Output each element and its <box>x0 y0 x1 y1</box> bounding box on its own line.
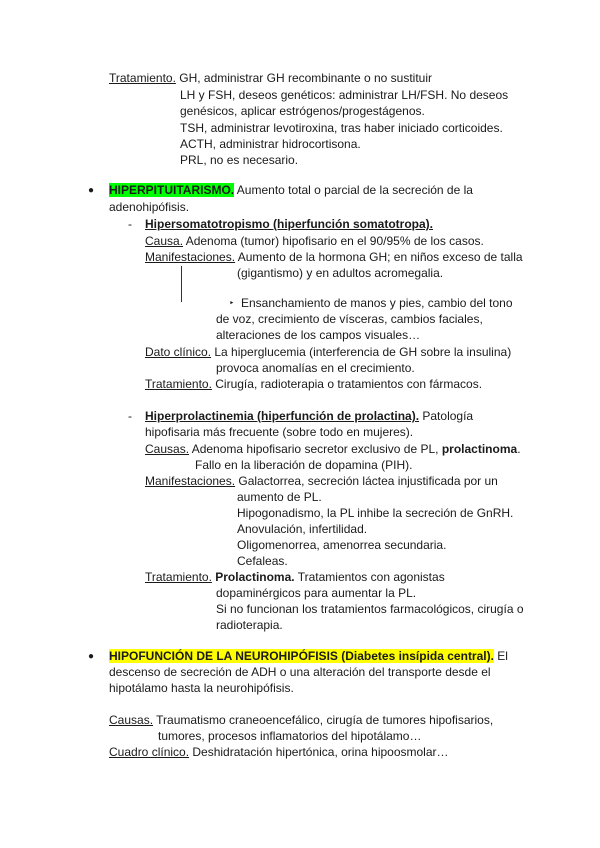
causas-text: Traumatismo craneoencefálico, cirugía de tumores hipofisarios, <box>153 713 494 727</box>
hiperprolac-manif-4: Anovulación, infertilidad. <box>237 522 368 536</box>
hiperprolac-causas <box>145 441 521 457</box>
causas-bold: prolactinoma <box>441 442 518 456</box>
trat-text: Cirugía, radioterapia o tratamientos con fármacos. <box>211 377 483 391</box>
hiperpituitarismo-intro-cont: adenohipófisis. <box>109 200 190 214</box>
tratamiento-line-3: genésicos, aplicar estrógenos/progestágenos. <box>180 104 425 118</box>
tratamiento-line-4: TSH, administrar levotiroxina, tras haber iniciado corticoides. <box>180 121 503 135</box>
trat-bold: Prolactinoma. <box>211 570 295 584</box>
hiperpituitarismo-title: HIPERPITUITARISMO. <box>109 183 235 197</box>
dash-icon: - <box>128 409 132 423</box>
tratamiento-line-6: PRL, no es necesario. <box>180 153 299 167</box>
hipersomato-title: Hipersomatotropismo (hiperfunción somatotropa). <box>145 217 434 231</box>
connector-line <box>181 266 182 302</box>
hiperprolac-manif-5: Oligomenorrea, amenorrea secundaria. <box>237 538 447 552</box>
bullet-icon: ● <box>88 185 95 196</box>
hipersomato-sub-2: de voz, crecimiento de vísceras, cambios faciales, <box>216 312 483 326</box>
hipofuncion-title: HIPOFUNCIÓN DE LA NEUROHIPÓFISIS (Diabetes insípida central). <box>109 649 494 663</box>
trat-text: Tratamientos con agonistas <box>294 570 445 584</box>
hiperprolac-manif-2: aumento de PL. <box>237 490 322 504</box>
hiperprolac-intro-cont: hipofisaria más frecuente (sobre todo en mujeres). <box>145 425 414 439</box>
cuadro-text: Deshidratación hipertónica, orina hipoosmolar… <box>189 745 449 759</box>
hiperprolac-manif-6: Cefaleas. <box>237 554 288 568</box>
bullet-icon: ● <box>88 651 95 662</box>
hiperprolac-trat <box>145 569 445 585</box>
hiperprolac-trat-4: radioterapia. <box>216 618 283 632</box>
hipofuncion-intro: El <box>493 649 508 663</box>
tratamiento-line-1 <box>109 70 432 86</box>
hiperprolac-manif-3: Hipogonadismo, la PL inhibe la secreción de GnRH. <box>237 506 514 520</box>
hipersomato-manif-cont: (gigantismo) y en adultos acromegalia. <box>237 266 444 280</box>
hipofuncion-causas <box>109 712 493 728</box>
hipersomato-trat <box>145 376 482 392</box>
hipersomato-manif <box>145 249 523 265</box>
manif-label: Manifestaciones. <box>145 250 236 264</box>
cuadro-label: Cuadro clínico. <box>109 745 190 759</box>
hiperprolac-causas-cont: Fallo en la liberación de dopamina (PIH). <box>195 458 413 472</box>
causas-end: . <box>517 442 521 456</box>
hiperprolac-intro: Patología <box>419 409 474 423</box>
tratamiento-line-5: ACTH, administrar hidrocortisona. <box>180 137 361 151</box>
manif-label: Manifestaciones. <box>145 474 236 488</box>
hipofuncion-line-2: hipotálamo hasta la neurohipófisis. <box>109 681 294 695</box>
dato-text: La hiperglucemia (interferencia de GH sobre la insulina) <box>211 345 512 359</box>
hipersomato-dato <box>145 344 511 360</box>
hiperpituitarismo-heading <box>109 182 473 198</box>
causa-text: Adenoma (tumor) hipofisario en el 90/95% de los casos. <box>183 234 484 248</box>
tratamiento-label: Tratamiento. <box>109 71 176 85</box>
hiperprolac-trat-3: Si no funcionan los tratamientos farmacológicos, cirugía o <box>216 602 524 616</box>
hiperprolac-title: Hiperprolactinemia (hiperfunción de prolactina). <box>145 409 420 423</box>
tratamiento-text: GH, administrar GH recombinante o no sustituir <box>175 71 433 85</box>
hipersomato-sub-3: alteraciones de los campos visuales… <box>216 328 421 342</box>
hiperpituitarismo-intro: Aumento total o parcial de la secreción de la <box>234 183 473 197</box>
tratamiento-line-2: LH y FSH, deseos genéticos: administrar LH/FSH. No deseos <box>180 88 509 102</box>
manif-text: Aumento de la hormona GH; en niños exceso de talla <box>235 250 523 264</box>
manif-text: Galactorrea, secreción láctea injustificada por un <box>235 474 498 488</box>
hipersomato-causa <box>145 233 484 249</box>
causas-text: Adenoma hipofisario secretor exclusivo de PL, <box>189 442 442 456</box>
hipersomato-sub-1: Ensanchamiento de manos y pies, cambio del tono <box>241 296 513 310</box>
dash-icon: - <box>128 217 132 231</box>
trat-label: Tratamiento. <box>145 570 212 584</box>
causa-label: Causa. <box>145 234 184 248</box>
hipersomato-dato-cont: provoca anomalías en el crecimiento. <box>216 361 415 375</box>
dato-label: Dato clínico. <box>145 345 212 359</box>
hiperprolac-trat-2: dopaminérgicos para aumentar la PL. <box>216 586 417 600</box>
hipofuncion-heading <box>109 648 508 664</box>
trat-label: Tratamiento. <box>145 377 212 391</box>
sub-bullet-icon: ‣ <box>229 298 235 308</box>
hipofuncion-cuadro <box>109 744 449 760</box>
hipofuncion-line-1: descenso de secreción de ADH o una alteración del transporte desde el <box>109 665 491 679</box>
causas-label: Causas. <box>109 713 154 727</box>
hiperprolac-manif <box>145 473 498 489</box>
causas-label: Causas. <box>145 442 190 456</box>
hiperprolac-heading <box>145 408 473 424</box>
hipofuncion-causas-cont: tumores, procesos inflamatorios del hipotálamo… <box>158 729 422 743</box>
